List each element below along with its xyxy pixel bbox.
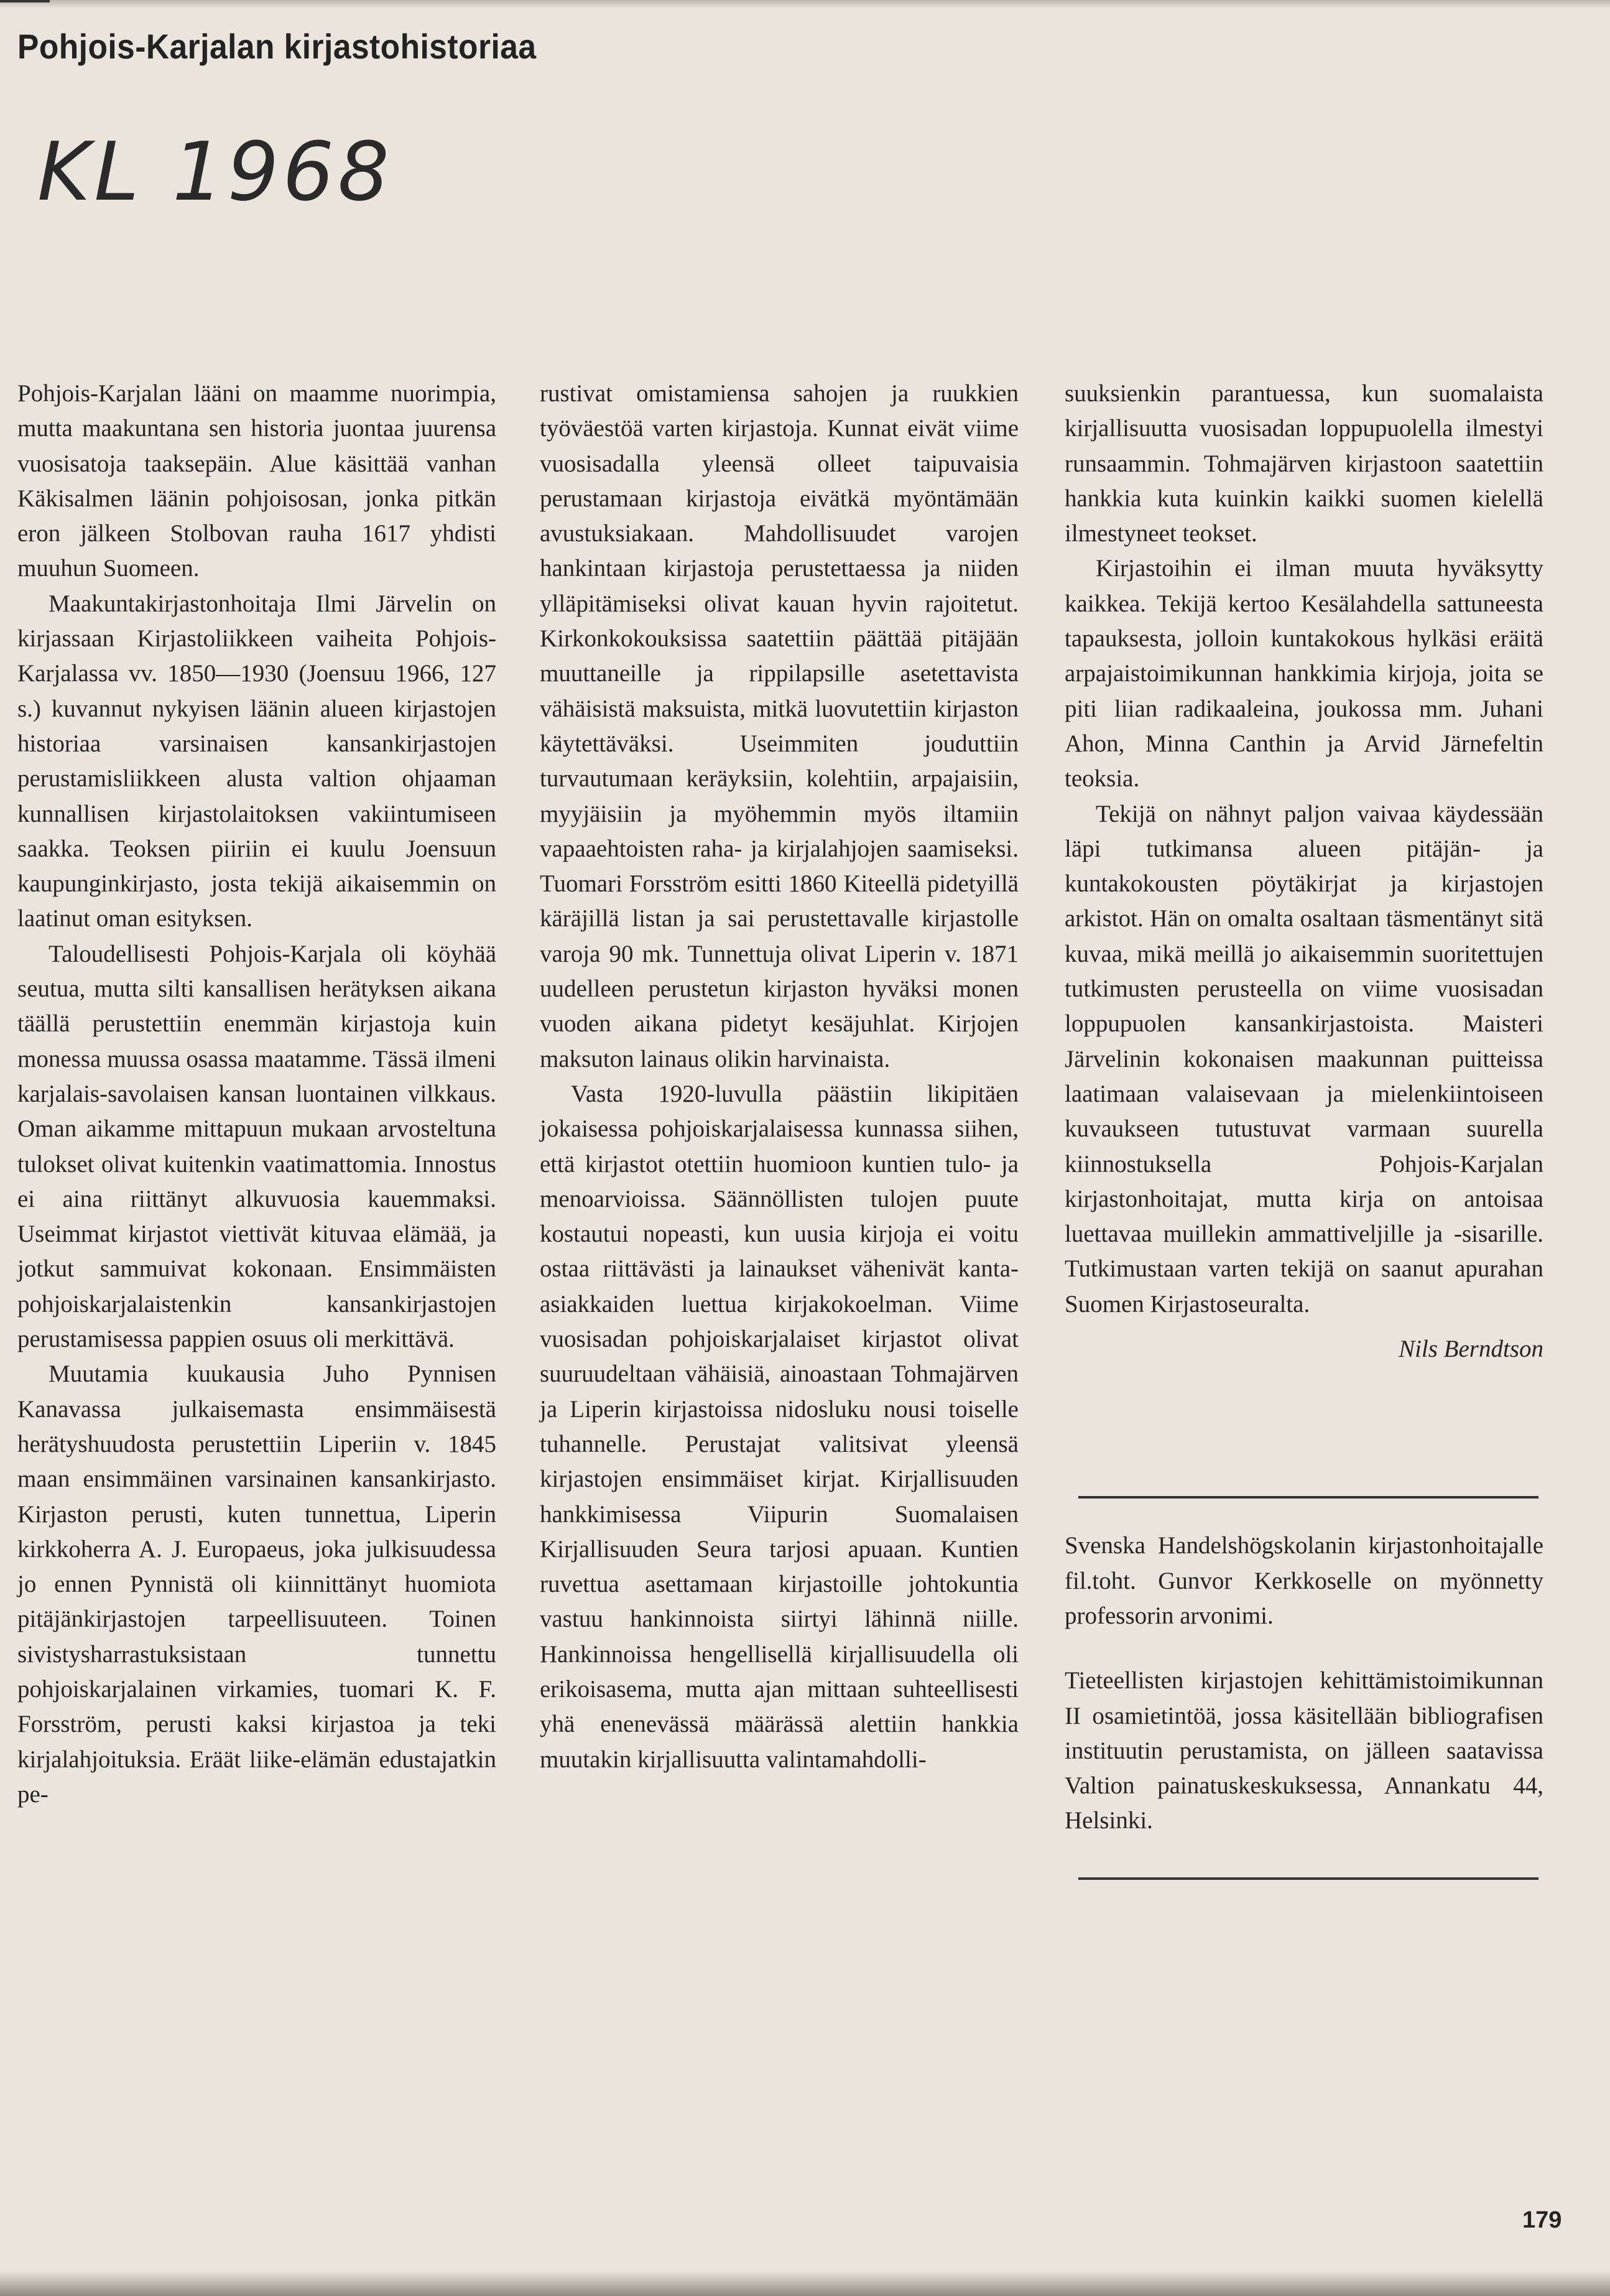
paragraph: Vasta 1920-luvulla päästiin likipitäen jokaisessa pohjoiskarjalaisessa kunnassa siihen, että kirjastot otettiin huomioon kuntien tulo- ja menoarvioissa. Säännöllisten tulojen puute kostautui nopeasti, kun uusia kirjoja ei voitu ostaa riittävästi ja lainaukset vähenivät kanta-asiakkaiden luettua kirjakokoelman. Viime vuosisadan pohjoiskarjalaiset kirjastot olivat suuruudeltaan vähäisiä, ainoastaan Tohmajärven ja Liperin kirjastoissa nidosluku nousi toiselle tuhannelle. Perustajat valitsivat yleensä kirjastojen ensimmäiset kirjat. Kirjallisuuden hankkimisessa Viipurin Suomalaisen Kirjallisuuden Seura tarjosi apuaan. Kuntien ruvettua asettamaan kirjastoille johtokuntia vastuu hankinnoista siirtyi lähinnä niille. Hankinnoissa hengellisellä kirjallisuudella oli erikoisasema, mutta ajan mittaan suhteellisesti yhä enenevässä määrässä alettiin hankkia muutakin kirjallisuutta valintamahdolli-	[540, 1080, 1019, 1773]
paragraph: suuksienkin parantuessa, kun suomalaista kirjallisuutta vuosisadan loppupuolella ilmestyi runsaammin. Tohmajärven kirjastoon saatettiin hankkia kuta kuinkin kaikki suomen kielellä ilmestyneet teokset.	[1065, 380, 1543, 547]
news-note: Tieteellisten kirjastojen kehittämistoimikunnan II osamietintöä, jossa käsitellään bibliografisen instituutin perustamista, on jälleen saatavissa Valtion painatuskeskuksessa, Annankatu 44, Helsinki.	[1065, 1667, 1543, 1834]
paragraph: Kirjastoihin ei ilman muuta hyväksytty kaikkea. Tekijä kertoo Kesälahdella sattuneesta tapauksesta, jolloin kuntakokous hylkäsi eräitä arpajaistoimikunnan hankkimia kirjoja, joita se piti liian radikaaleina, joukossa mm. Juhani Ahon, Minna Canthin ja Arvid Järnefeltin teoksia.	[1065, 555, 1543, 792]
paragraph: Taloudellisesti Pohjois-Karjala oli köyhää seutua, mutta silti kansallisen herätyksen aikana täällä perustettiin enemmän kirjastoja kuin monessa muussa osassa maatamme. Tässä ilmeni karjalais-savolaisen kansan luontainen vilkkaus. Oman aikamme mittapuun mukaan arvosteltuna tulokset olivat kuitenkin vaatimattomia. Innostus ei aina riittänyt alkuvuosia kauemmaksi. Useimmat kirjastot viettivät kituvaa elämää, ja jotkut sammuivat kokonaan. Ensimmäisten pohjoiskarjalaistenkin kansankirjastojen perustamisessa pappien osuus oli merkittävä.	[17, 940, 496, 1353]
article-column-2	[540, 376, 1019, 1777]
page-title: Pohjois-Karjalan kirjastohistoriaa	[17, 27, 537, 66]
page-edge	[0, 0, 1610, 9]
divider	[1078, 1496, 1538, 1499]
article-column-3	[1065, 376, 1543, 1880]
news-note: Svenska Handelshögskolanin kirjastonhoitajalle fil.toht. Gunvor Kerkkoselle on myönnetty professorin arvonimi.	[1065, 1532, 1543, 1629]
paragraph: Muutamia kuukausia Juho Pynnisen Kanavassa julkaisemasta ensimmäisestä herätyshuudosta perustettiin Liperiin v. 1845 maan ensimmäinen varsinainen kansankirjasto. Kirjaston perusti, kuten tunnettua, Liperin kirkkoherra A. J. Europaeus, joka julkisuudessa jo ennen Pynnistä oli kiinnittänyt huomiota pitäjänkirjastojen tarpeellisuuteen. Toinen sivistysharrastuksistaan tunnettu pohjoiskarjalainen virkamies, tuomari K. F. Forsström, perusti kaksi kirjastoa ja teki kirjalahjoituksia. Eräät liike-elämän edustajatkin pe-	[17, 1360, 496, 1808]
paragraph: rustivat omistamiensa sahojen ja ruukkien työväestöä varten kirjastoja. Kunnat eivät viime vuosisadalla yleensä olleet taipuvaisia perustamaan kirjastoja eivätkä myöntämään avustuksiakaan. Mahdollisuudet varojen hankintaan kirjastoja perustettaessa ja niiden ylläpitämiseksi olivat kauan hyvin rajoitetut. Kirkonkokouksissa saatettiin päättää pitäjään muuttaneille ja rippilapsille asetettavista vähäisistä maksuista, mitkä luovutettiin kirjaston käytettäväksi. Useimmiten jouduttiin turvautumaan keräyksiin, kolehtiin, arpajaisiin, myyjäisiin ja myöhemmin myös iltamiin vapaaehtoisten raha- ja kirjalahjojen saamiseksi. Tuomari Forsström esitti 1860 Kiteellä pidetyillä käräjillä listan ja sai perustettavalle kirjastolle varoja 90 mk. Tunnettuja olivat Liperin v. 1871 uudelleen perustetun kirjaston hyväksi monen vuoden aikana pidetyt kesäjuhlat. Kirjojen maksuton lainaus olikin harvinaista.	[540, 380, 1019, 1072]
paragraph: Tekijä on nähnyt paljon vaivaa käydessään läpi tutkimansa alueen pitäjän- ja kuntakokousten pöytäkirjat ja kirjastojen arkistot. Hän on omalta osaltaan täsmentänyt sitä kuvaa, mikä meillä jo aikaisemmin suoritettujen tutkimusten perusteella on viime vuosisadan loppupuolen kansankirjastoista. Maisteri Järvelinin kokonaisen maakunnan puitteissa laatimaan valaisevaan ja mielenkiintoiseen kuvaukseen tutustuvat varmaan suurella kiinnostuksella Pohjois-Karjalan kirjastonhoitajat, mutta kirja on antoisaa luettavaa muillekin ammattiveljille ja -sisarille. Tutkimustaan varten tekijä on saanut apurahan Suomen Kirjastoseuralta.	[1065, 800, 1543, 1318]
page-number: 179	[1522, 2207, 1562, 2233]
divider	[1078, 1877, 1538, 1880]
handwritten-note: KL 1968	[37, 124, 393, 219]
article-column-1	[17, 376, 496, 1812]
page-bottom-shadow	[0, 2270, 1610, 2296]
top-rule	[0, 0, 50, 2]
paragraph: Pohjois-Karjalan lääni on maamme nuorimpia, mutta maakuntana sen historia juontaa juurensa vuosisatoja taaksepäin. Alue käsittää vanhan Käkisalmen läänin pohjoisosan, jonka pitkän eron jälkeen Stolbovan rauha 1617 yhdisti muuhun Suomeen.	[17, 380, 496, 582]
author-signature: Nils Berndtson	[1399, 1336, 1543, 1363]
paragraph: Maakuntakirjastonhoitaja Ilmi Järvelin on kirjassaan Kirjastoliikkeen vaiheita Pohjois-Karjalassa vv. 1850—1930 (Joensuu 1966, 127 s.) kuvannut nykyisen läänin alueen kirjastojen historiaa varsinaisen kansankirjastojen perustamisliikkeen alusta valtion ohjaaman kunnallisen kirjastolaitoksen vakiintumiseen saakka. Teoksen piiriin ei kuulu Joensuun kaupunginkirjasto, josta tekijä aikaisemmin on laatinut oman esityksen.	[17, 590, 496, 932]
